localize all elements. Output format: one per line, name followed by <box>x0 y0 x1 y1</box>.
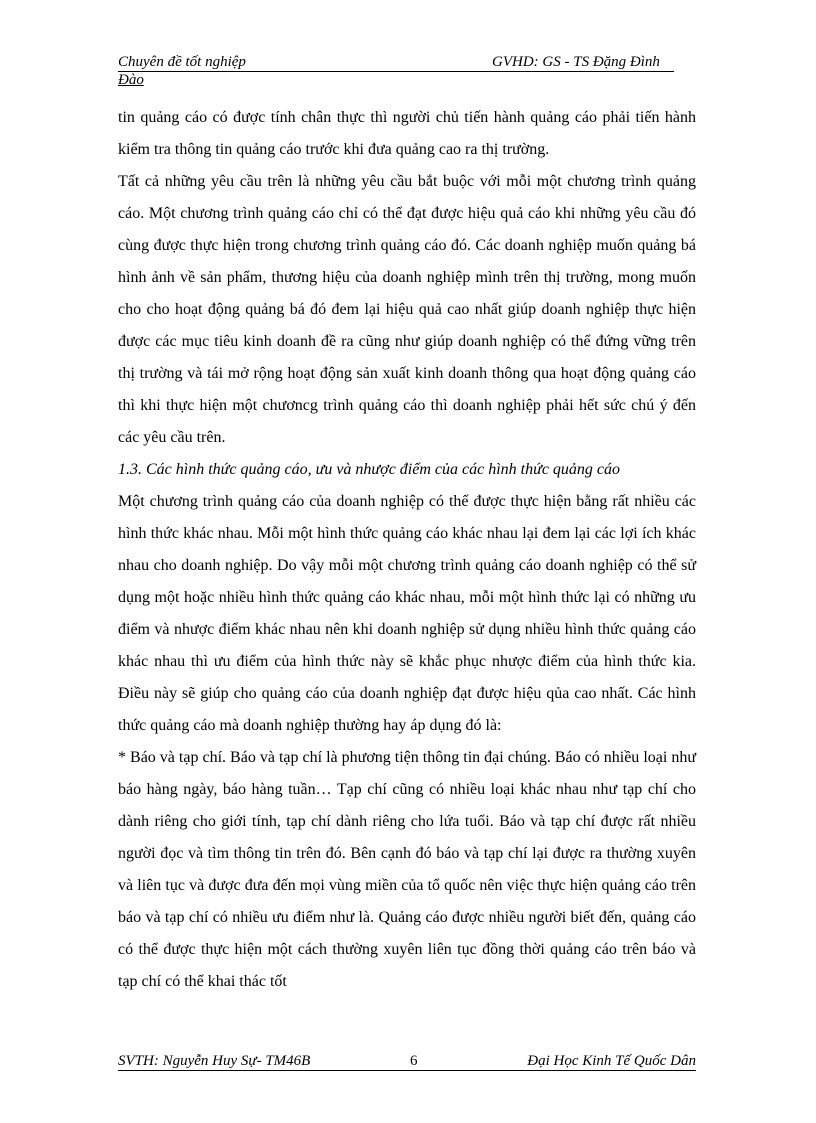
section-heading: 1.3. Các hình thức quảng cáo, ưu và nhược điểm của các hình thức quảng cáo <box>118 461 621 478</box>
footer-university: Đại Học Kinh Tế Quốc Dân <box>527 1053 696 1069</box>
page-number: 6 <box>410 1053 418 1069</box>
paragraph: tin quảng cáo có được tính chân thực thì người chủ tiến hành quảng cáo phải tiến hành kiểm tra thông tin quảng cáo trước khi đưa quảng cao ra thị trường. <box>118 109 696 158</box>
paragraph: Tất cả những yêu cầu trên là những yêu cầu bắt buộc với mỗi một chương trình quảng cáo. Một chương trình quảng cáo chỉ có thể đạt được hiệu quả cáo khi những yêu cầu đó cùng được thực hiện trong chương trình quảng cáo đó. Các doanh nghiệp muốn quảng bá hình ảnh về sản phẩm, thương hiệu của doanh nghiệp mình trên thị trường, mong muốn cho cho hoạt động quảng bá đó đem lại hiệu quả cao nhất giúp doanh nghiệp thực hiện được các mục tiêu kinh doanh đề ra cũng như giúp doanh nghiệp có thể đứng vững trên thị trường và tái mở rộng hoạt động sản xuất kinh doanh thông qua hoạt động quảng cáo thì khi thực hiện một chươncg trình quảng cáo thì doanh nghiệp phải hết sức chú ý đến các yêu cầu trên. <box>118 173 696 446</box>
header-title: Chuyên đề tốt nghiệp <box>118 54 246 70</box>
paragraph: Một chương trình quảng cáo của doanh nghiệp có thể được thực hiện bằng rất nhiều các hình thức khác nhau. Mỗi một hình thức quảng cáo khác nhau lại đem lại các lợi ích khác nhau cho doanh nghiệp. Do vậy mỗi một chương trình quảng cáo doanh nghiệp có thể sử dụng một hoặc nhiều hình thức quảng cáo khác nhau, mỗi một hình thức lại có những ưu điểm và nhược điểm khác nhau nên khi doanh nghiệp sử dụng nhiều hình thức quảng cáo khác nhau thì ưu điểm của hình thức này sẽ khắc phục nhược điểm của hình thức kia. Điều này sẽ giúp cho quảng cáo của doanh nghiệp đạt được hiệu qủa cao nhất. Các hình thức quảng cáo mà doanh nghiệp thường hay áp dụng đó là: <box>118 493 696 734</box>
header-supervisor-continuation: Đào <box>118 72 144 88</box>
paragraph: * Báo và tạp chí. Báo và tạp chí là phương tiện thông tin đại chúng. Báo có nhiều loại như báo hàng ngày, báo hàng tuần… Tạp chí cũng có nhiều loại khác nhau như tạp chí cho dành riêng cho giới tính, tạp chí dành riêng cho lứa tuổi. Báo và tạp chí được rất nhiều người đọc và tìm thông tin trên đó. Bên cạnh đó báo và tạp chí lại được ra thường xuyên và liên tục và được đưa đến mọi vùng miền của tổ quốc nên việc thực hiện quảng cáo trên báo và tạp chí có nhiều ưu điểm như là. Quảng cáo được nhiều người biết đến, quảng cáo có thể được thực hiện một cách thường xuyên liên tục đồng thời quảng cáo trên báo và tạp chí có thể khai thác tốt <box>118 749 696 990</box>
header-supervisor: GVHD: GS - TS Đặng Đình <box>492 54 660 70</box>
document-body <box>118 102 696 998</box>
footer-student: SVTH: Nguyễn Huy Sự- TM46B <box>118 1053 311 1069</box>
page-header <box>118 54 678 94</box>
footer-divider <box>118 1070 696 1071</box>
header-divider <box>118 71 674 72</box>
